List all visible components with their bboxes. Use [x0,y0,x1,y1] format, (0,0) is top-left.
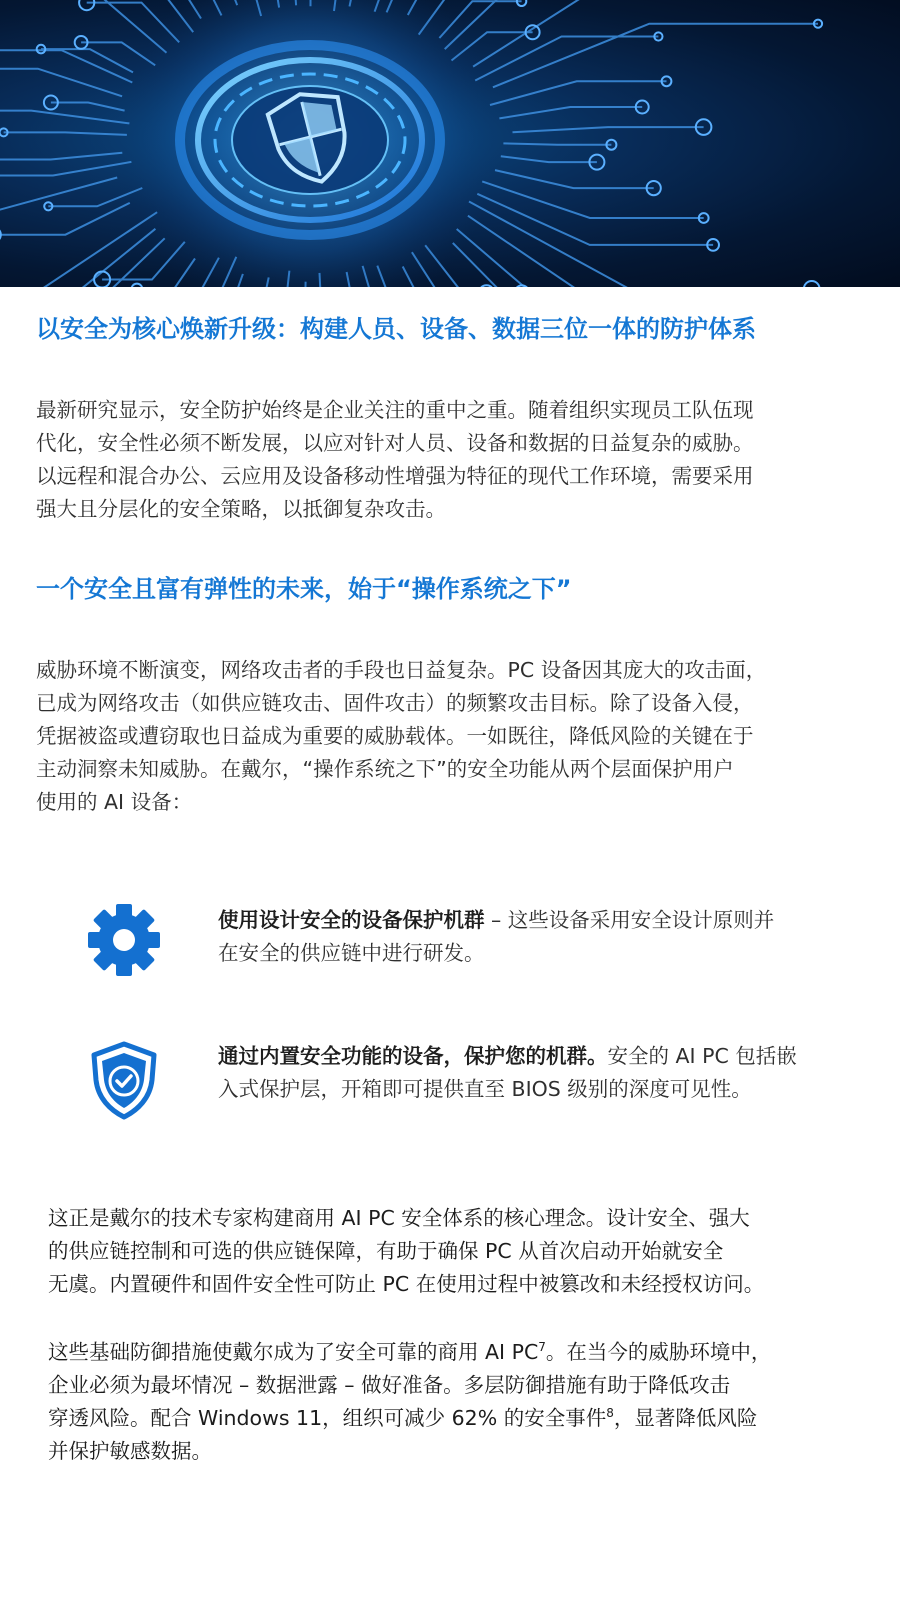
text-line: 强大且分层化的安全策略，以抵御复杂攻击。 [36,497,446,521]
text-line [218,1040,883,1073]
text-line: 这正是戴尔的技术专家构建商用 AI PC 安全体系的核心理念。设计安全、强大 [48,1206,750,1230]
text-line: 凭据被盗或遭窃取也日益成为重要的威胁载体。一如既往，降低风险的关键在于 [36,724,754,748]
circuit-trace [0,229,155,287]
circuit-node [0,227,1,242]
circuit-trace [482,181,704,218]
text-line [48,1336,868,1369]
circuit-node [132,284,143,287]
circuit-trace [457,229,705,287]
text-line: 使用的 AI 设备： [36,790,193,814]
feature-description: 安全的 AI PC 包括嵌 [607,1044,797,1068]
circuit-node [79,0,94,10]
section-title-core-security: 以安全为核心焕新升级：构建人员、设备、数据三位一体的防护体系 [36,315,756,343]
text-line: 并保护敏感数据。 [48,1439,212,1463]
circuit-trace [0,111,129,124]
text-segment: 。在当今的威胁环境中， [545,1340,772,1364]
text-segment: ，显著降低风险 [613,1406,758,1430]
circuit-trace [0,162,131,176]
section-title-below-os: 一个安全且富有弹性的未来，始于“操作系统之下” [36,575,572,603]
circuit-trace [513,127,704,132]
footnote-marker: 7 [538,1340,546,1355]
circuit-node [479,285,494,287]
shield-check-icon [84,1040,164,1120]
paragraph-threats [36,654,866,819]
text-line [48,1402,868,1435]
paragraph-intro [36,394,866,526]
circuit-trace [475,37,658,81]
text-line: 威胁环境不断演变，网络攻击者的手段也日益复杂。PC 设备因其庞大的攻击面， [36,658,767,682]
circuit-trace [0,212,157,287]
text-line: 代化，安全性必须不断发展，以应对针对人员、设备和数据的日益复杂的威胁。 [36,431,754,455]
circuit-trace [503,143,611,144]
circuit-node [515,285,529,287]
feature-secure-design [218,904,883,970]
text-line: 在安全的供应链中进行研发。 [218,941,485,965]
circuit-trace [468,216,806,287]
feature-built-in-security [218,1040,883,1106]
circuit-trace [0,203,130,235]
text-segment: 穿透风险。配合 Windows 11，组织可减少 62% 的安全事件 [48,1406,607,1430]
circuit-trace [495,170,654,188]
feature-title: 使用设计安全的设备保护机群 [218,908,485,932]
security-shield-circuit-illustration [0,0,900,287]
text-line [218,904,883,937]
text-line: 最新研究显示，安全防护始终是企业关注的重中之重。随着组织实现员工队伍现 [36,398,754,422]
paragraph-dell-philosophy [48,1202,868,1301]
feature-title: 通过内置安全功能的设备，保护您的机群。 [218,1044,608,1068]
feature-description: – 这些设备采用安全设计原则并 [484,908,775,932]
circuit-trace [499,107,642,118]
circuit-trace [0,178,117,222]
circuit-trace [501,156,597,162]
text-line: 已成为网络攻击（如供应链攻击、固件攻击）的频繁攻击目标。除了设备入侵， [36,691,754,715]
circuit-trace [4,132,127,135]
circuit-trace [0,69,122,97]
circuit-trace [51,103,125,111]
paragraph-foundational-defense [48,1336,868,1468]
text-line: 企业必须为最坏情况 – 数据泄露 – 做好准备。多层防御措施有助于降低攻击 [48,1373,731,1397]
circuit-trace [0,0,166,53]
text-segment: 这些基础防御措施使戴尔成为了安全可靠的商用 AI PC [48,1340,539,1364]
hero-image [0,0,900,287]
text-line: 以远程和混合办公、云应用及设备移动性增强为特征的现代工作环境，需要采用 [36,464,754,488]
text-line: 主动洞察未知威胁。在戴尔，“操作系统之下”的安全功能从两个层面保护用户 [36,757,734,781]
text-line: 入式保护层，开箱即可提供直至 BIOS 级别的深度可见性。 [218,1077,752,1101]
text-line: 的供应链控制和可选的供应链保障，有助于确保 PC 从首次启动开始就安全 [48,1239,724,1263]
circuit-trace [0,153,122,160]
circuit-trace [477,194,713,245]
footnote-marker: 8 [606,1406,614,1421]
text-line: 无虞。内置硬件和固件安全性可防止 PC 在使用过程中被篡改和未经授权访问。 [48,1272,765,1296]
gear-icon [84,900,164,980]
circuit-node [804,281,820,287]
